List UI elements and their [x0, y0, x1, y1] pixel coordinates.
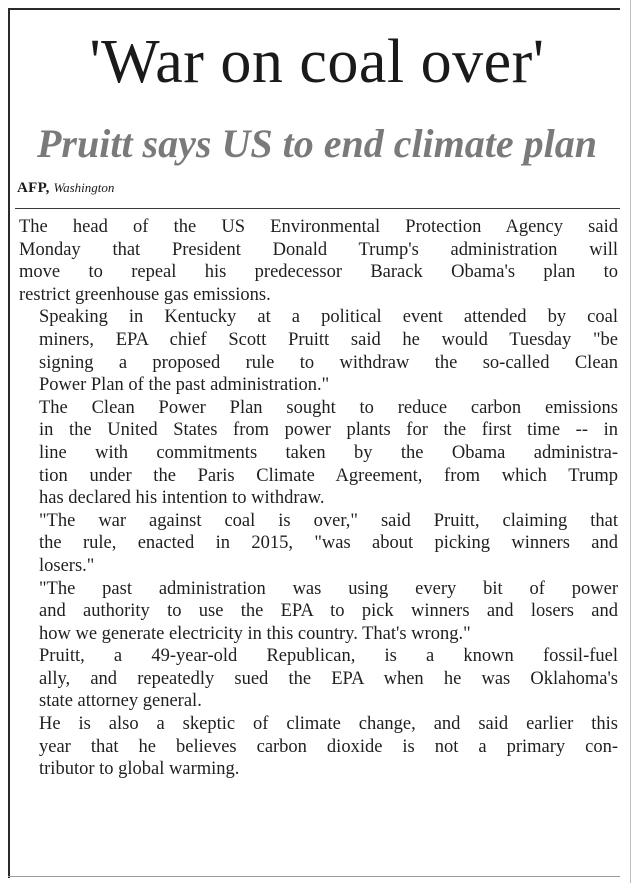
text-line: miners, EPA chief Scott Pruitt said he would Tuesday "be	[39, 329, 618, 350]
text-line: Monday that President Donald Trump's administration will	[19, 239, 618, 260]
text-line: and authority to use the EPA to pick winners and losers and	[39, 601, 618, 622]
text-line: signing a proposed rule to withdraw the so-called Clean	[39, 352, 618, 373]
paragraph-7	[19, 713, 618, 781]
text-line: "The past administration was using every bit of power	[39, 578, 618, 599]
top-border-rule	[8, 8, 620, 10]
text-line: how we generate electricity in this country. That's wrong."	[39, 623, 471, 644]
paragraph-4	[19, 510, 618, 578]
byline-divider	[15, 208, 620, 209]
text-line: year that he believes carbon dioxide is not a primary con-	[39, 736, 618, 757]
article-body	[19, 216, 618, 781]
text-line: has declared his intention to withdraw.	[39, 488, 325, 509]
text-line: the rule, enacted in 2015, "was about picking winners and	[39, 533, 618, 554]
text-line: move to repeal his predecessor Barack Obama's plan to	[19, 262, 618, 283]
paragraph-1	[19, 216, 618, 306]
text-line: restrict greenhouse gas emissions.	[19, 284, 271, 305]
headline: 'War on coal over'	[89, 28, 545, 96]
text-line: state attorney general.	[39, 691, 202, 712]
byline	[17, 178, 114, 198]
text-line: tion under the Paris Climate Agreement, from which Trump	[39, 465, 618, 486]
paragraph-6	[19, 645, 618, 713]
text-line: ally, and repeatedly sued the EPA when he was Oklahoma's	[39, 668, 618, 689]
text-line: Speaking in Kentucky at a political event attended by coal	[39, 307, 618, 328]
subheadline: Pruitt says US to end climate plan	[36, 121, 598, 166]
paragraph-2	[19, 306, 618, 396]
text-line: "The war against coal is over," said Pruitt, claiming that	[39, 510, 618, 531]
text-line: losers."	[39, 555, 95, 576]
text-line: tributor to global warming.	[39, 759, 240, 780]
text-line: The Clean Power Plan sought to reduce carbon emissions	[39, 397, 618, 418]
right-edge-rule	[630, 0, 631, 883]
paragraph-5	[19, 578, 618, 646]
paragraph-3	[19, 397, 618, 510]
text-line: He is also a skeptic of climate change, and said earlier this	[39, 714, 618, 735]
text-line: Pruitt, a 49-year-old Republican, is a known fossil-fuel	[39, 646, 618, 667]
left-border-rule	[8, 8, 10, 878]
text-line: in the United States from power plants for the first time -- in	[39, 420, 618, 441]
text-line: The head of the US Environmental Protection Agency said	[19, 217, 618, 237]
text-line: Power Plan of the past administration."	[39, 375, 330, 396]
byline-agency: AFP,	[17, 180, 50, 196]
text-line: line with commitments taken by the Obama administra-	[39, 442, 618, 463]
bottom-border-rule	[8, 876, 620, 877]
byline-location: Washington	[53, 180, 115, 195]
